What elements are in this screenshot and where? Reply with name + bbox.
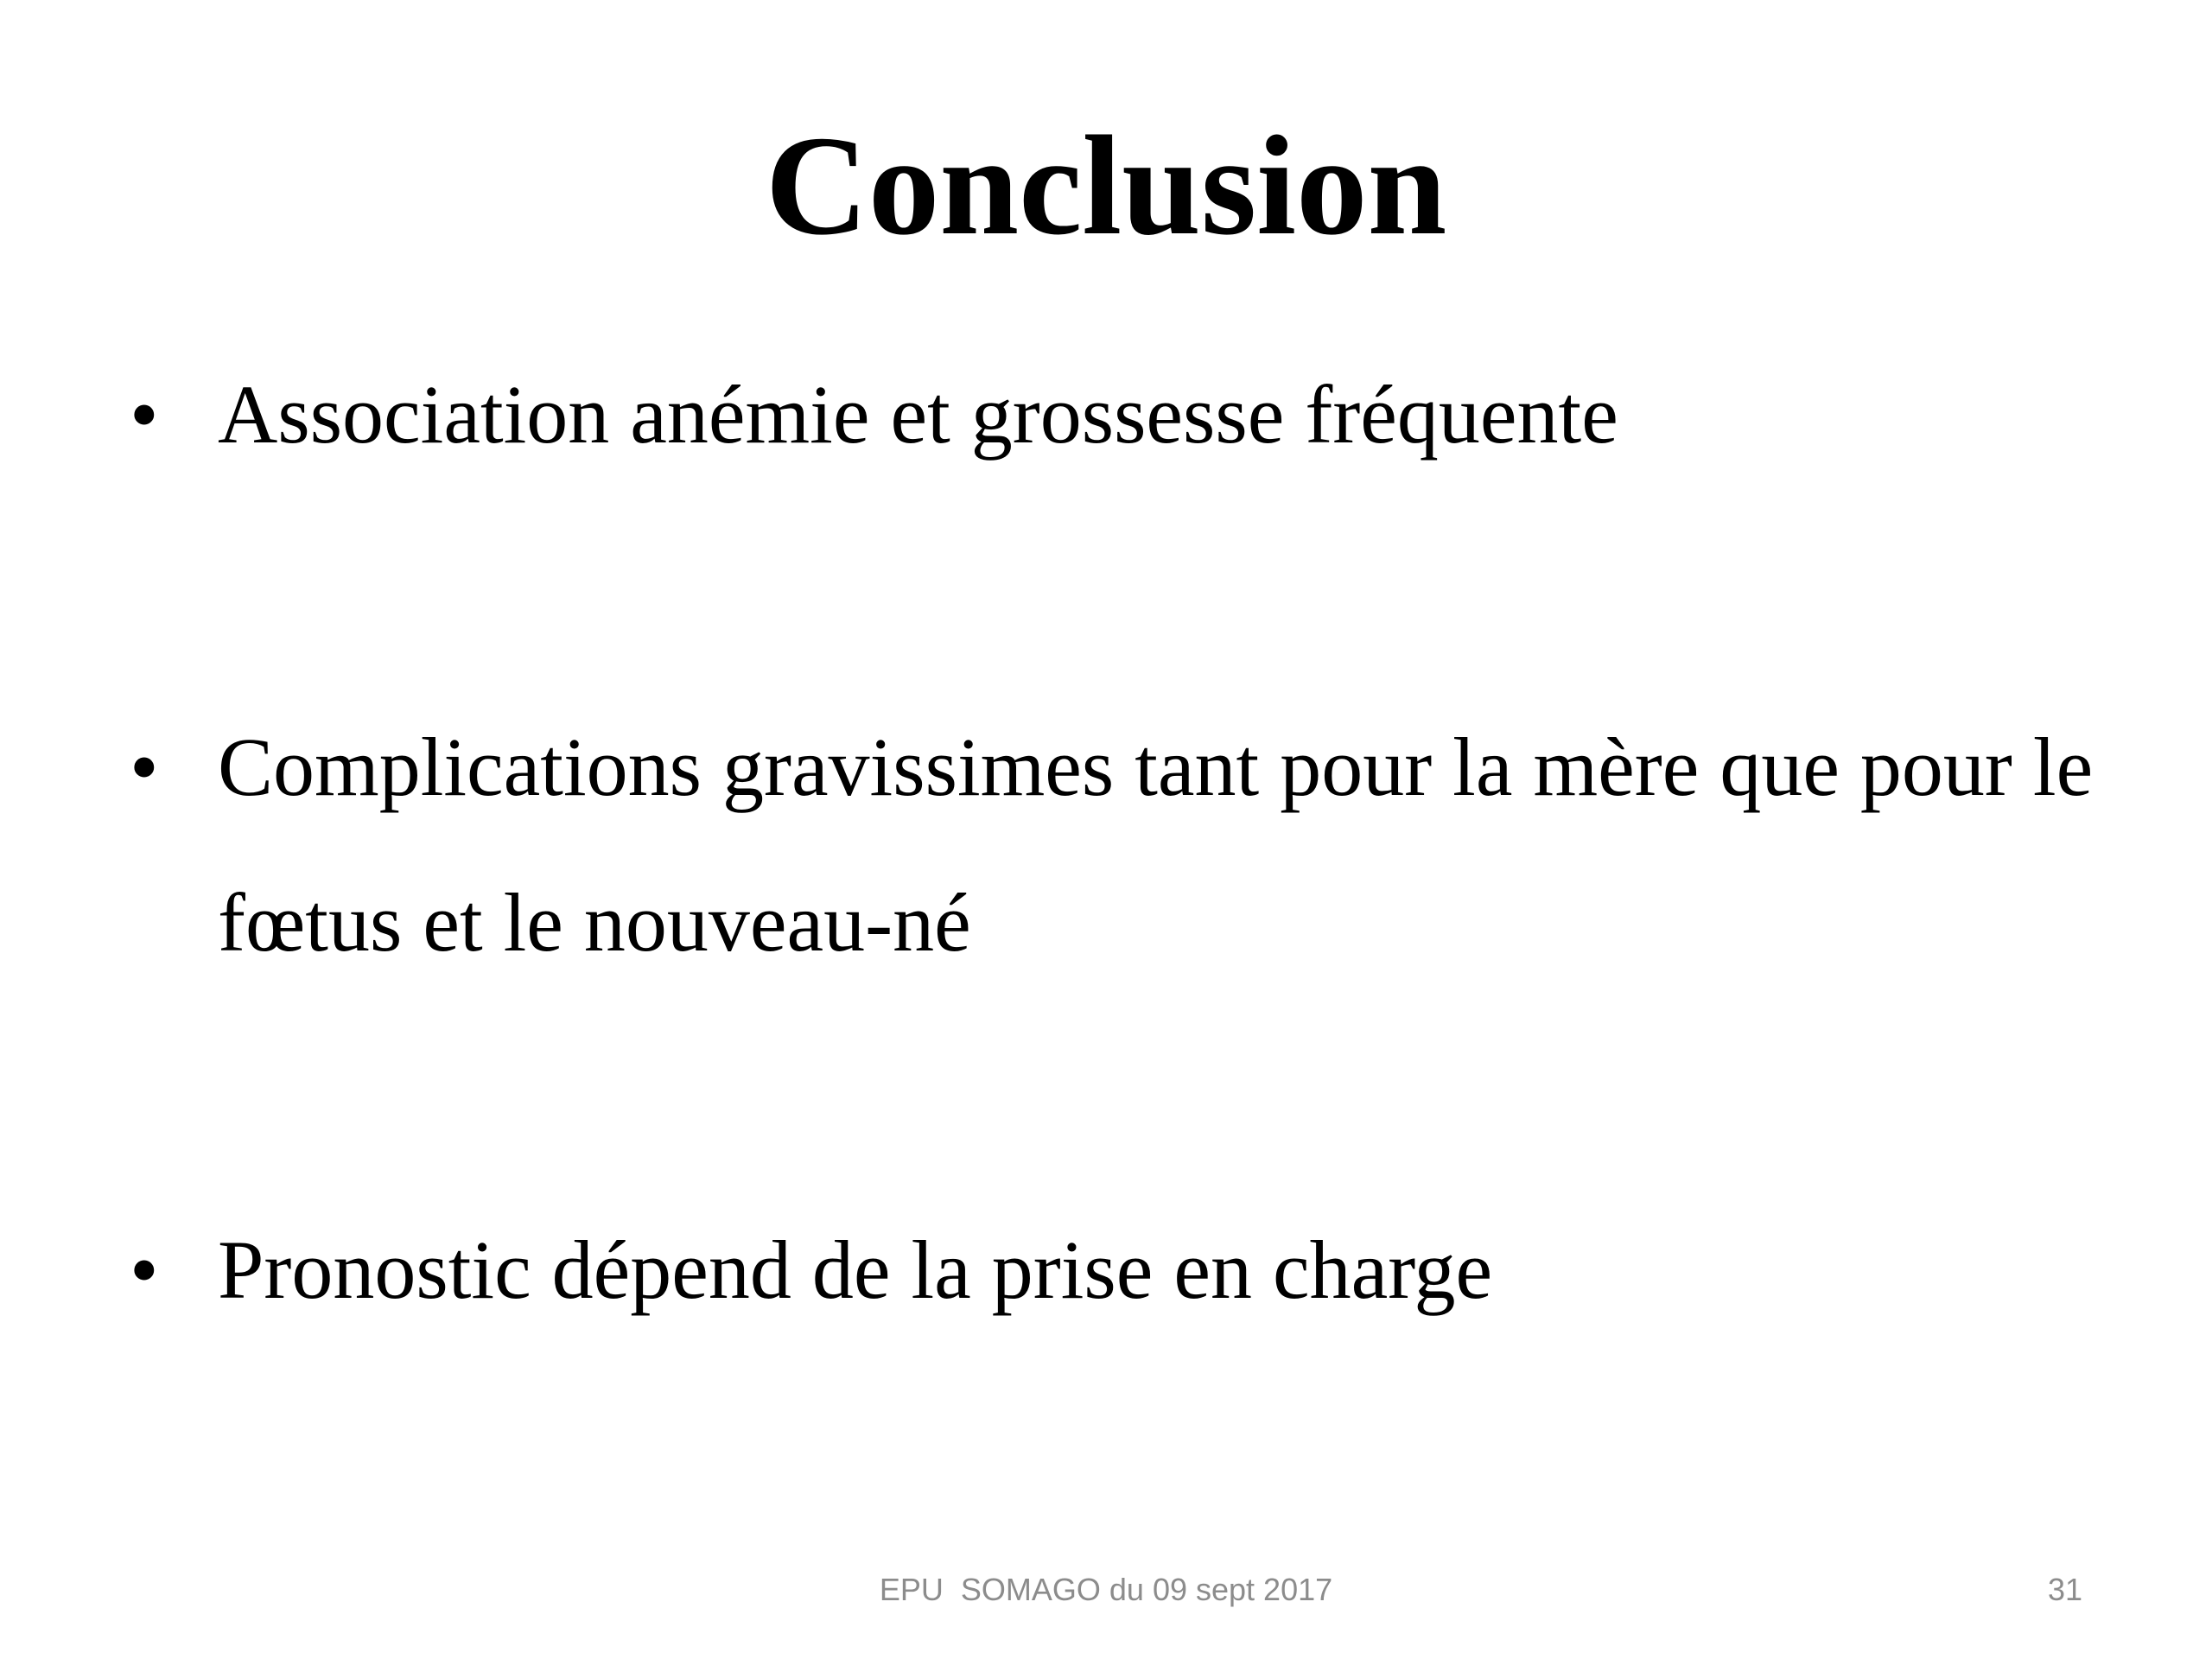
bullet-text: Complications gravissimes tant pour la mère que pour le fœtus et le nouveau-né	[218, 721, 2094, 969]
slide-number: 31	[2047, 1572, 2082, 1607]
bullet-text: Association anémie et grossesse fréquente	[218, 368, 1618, 461]
bullet-item	[130, 337, 2117, 493]
bullet-text: Pronostic dépend de la prise en charge	[218, 1224, 1493, 1316]
bullet-icon: •	[130, 368, 159, 461]
slide-title: Conclusion	[765, 106, 1447, 264]
bullet-icon: •	[130, 721, 159, 813]
bullet-item	[130, 690, 2117, 1001]
bullet-item	[130, 1192, 2117, 1348]
bullet-icon: •	[130, 1224, 159, 1316]
footer-event: EPU SOMAGO du 09 sept 2017	[879, 1572, 1333, 1607]
